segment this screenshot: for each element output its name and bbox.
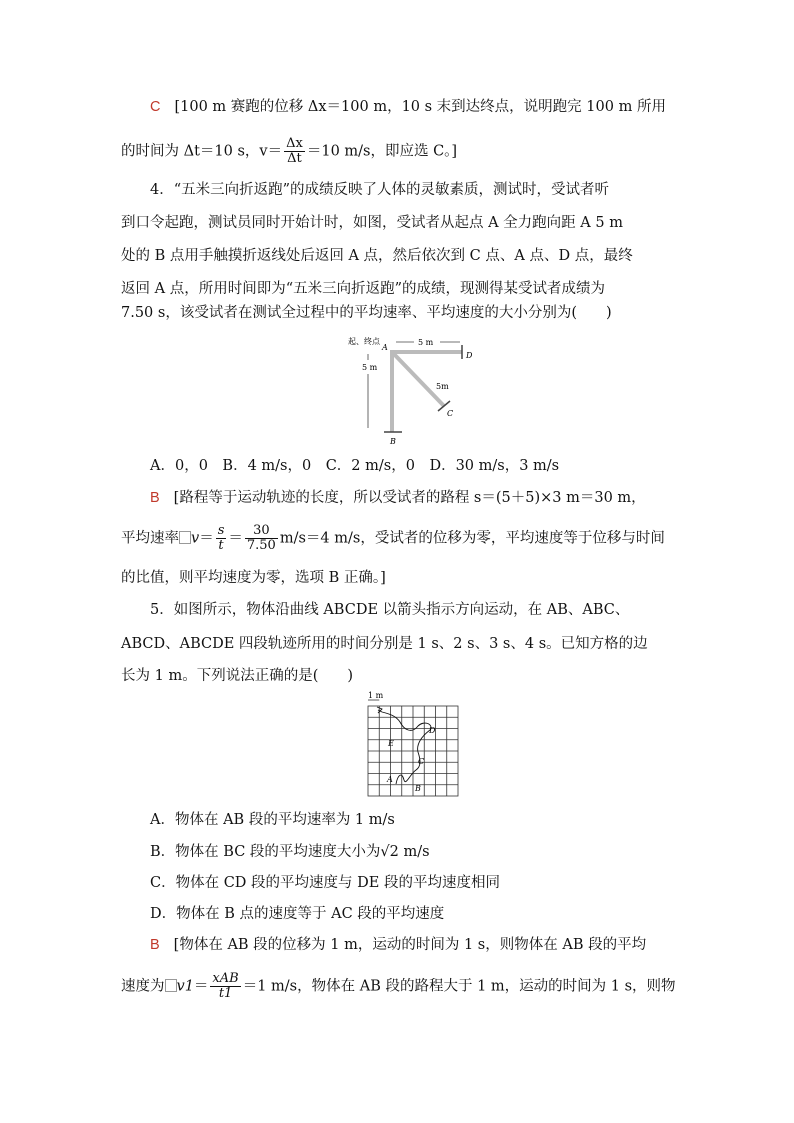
- grid-scale-label: 1 m: [368, 691, 384, 700]
- fraction: $\frac{30}{7.50}$: [246, 523, 276, 553]
- answer-letter: B: [150, 490, 160, 506]
- shuttle-run-diagram: [344, 334, 484, 449]
- q4-line-5: 7.50 s，该受试者在测试全过程中的平均速率、平均速度的大小分别为( ): [121, 305, 612, 321]
- q5-line-2: ABCD、ABCDE 四段轨迹所用的时间分别是 1 s、2 s、3 s、4 s。已知方格的边: [121, 636, 648, 652]
- q5-line-3: 长为 1 m。下列说法正确的是( ): [121, 668, 354, 684]
- fraction: $\frac{s}{t}$: [217, 523, 225, 553]
- q4-line-1: 4．“五米三向折返跑”的成绩反映了人体的灵敏素质，测试时，受试者听: [150, 182, 610, 198]
- svg-text:A: A: [382, 343, 388, 352]
- q5-line-1: 5．如图所示，物体沿曲线 ABCDE 以箭头指示方向运动，在 AB、ABC、: [150, 602, 630, 618]
- q4-answer-line-1: B [路程等于运动轨迹的长度，所以受试者的路程 s＝(5＋5)×3 m＝30 m，: [150, 490, 646, 506]
- q5-option-c: C．物体在 CD 段的平均速度与 DE 段的平均速度相同: [150, 875, 500, 891]
- svg-text:5m: 5m: [436, 382, 449, 391]
- answer-letter: B: [150, 937, 160, 953]
- q5-answer-line-1: B [物体在 AB 段的位移为 1 m，运动的时间为 1 s，则物体在 AB 段的平均: [150, 937, 647, 953]
- q5-option-d: D．物体在 B 点的速度等于 AC 段的平均速度: [150, 906, 445, 922]
- start-end-label: 起、终点: [348, 337, 380, 346]
- svg-text:C: C: [447, 409, 454, 418]
- svg-text:D: D: [466, 351, 473, 360]
- svg-text:A: A: [387, 775, 393, 784]
- svg-text:5 m: 5 m: [362, 363, 378, 372]
- svg-text:E: E: [388, 739, 394, 748]
- svg-text:5 m: 5 m: [418, 338, 434, 347]
- q5-answer-line-2: 速度为 v1＝ $\frac{\text{xAB}}{t1}$ ＝1 m/s，物体在 AB 段的路程大于 1 m，运动的时间为 1 s，则物: [121, 971, 676, 1001]
- q4-line-2: 到口令起跑，测试员同时开始计时，如图，受试者从起点 A 全力跑向距 A 5 m: [121, 215, 623, 231]
- grid-trajectory-diagram: [360, 690, 465, 800]
- svg-text:D: D: [429, 726, 436, 735]
- svg-text:B: B: [390, 437, 396, 446]
- placeholder-box: [165, 979, 177, 992]
- q5-option-b: B．物体在 BC 段的平均速度大小为√2 m/s: [150, 844, 430, 860]
- q4-answer-line-2: 平均速率 v＝ $\frac{s}{t}$ ＝ $\frac{30}{7.50}$ m/s＝4 m/s，受试者的位移为零，平均速度等于位移与时间: [121, 523, 665, 553]
- fraction: $\frac{\text{xAB}}{t1}$: [212, 971, 239, 1001]
- placeholder-box: [179, 531, 191, 544]
- q4-line-3: 处的 B 点用手触摸折返线处后返回 A 点，然后依次到 C 点、A 点、D 点，最终: [121, 248, 633, 264]
- q4-line-4: 返回 A 点，所用时间即为“五米三向折返跑”的成绩，现测得某受试者成绩为: [121, 281, 606, 297]
- q4-answer-line-3: 的比值，则平均速度为零，选项 B 正确。]: [121, 570, 386, 586]
- fraction: $\frac{\Delta x}{\Delta t}$: [286, 136, 303, 166]
- svg-text:C: C: [418, 757, 425, 766]
- svg-text:B: B: [415, 784, 421, 793]
- q3-answer-line-2: 的时间为 Δt＝10 s，v＝ $\frac{\Delta x}{\Delta t}$ ＝10 m/s，即应选 C。]: [121, 136, 458, 166]
- answer-letter: C: [150, 99, 161, 115]
- q3-answer-line-1: C [100 m 赛跑的位移 Δx＝100 m，10 s 末到达终点，说明跑完 100 m 所用: [150, 99, 666, 115]
- q5-option-a: A．物体在 AB 段的平均速率为 1 m/s: [150, 812, 395, 828]
- q4-options: A．0，0 B．4 m/s，0 C．2 m/s，0 D．30 m/s，3 m/s: [150, 458, 560, 474]
